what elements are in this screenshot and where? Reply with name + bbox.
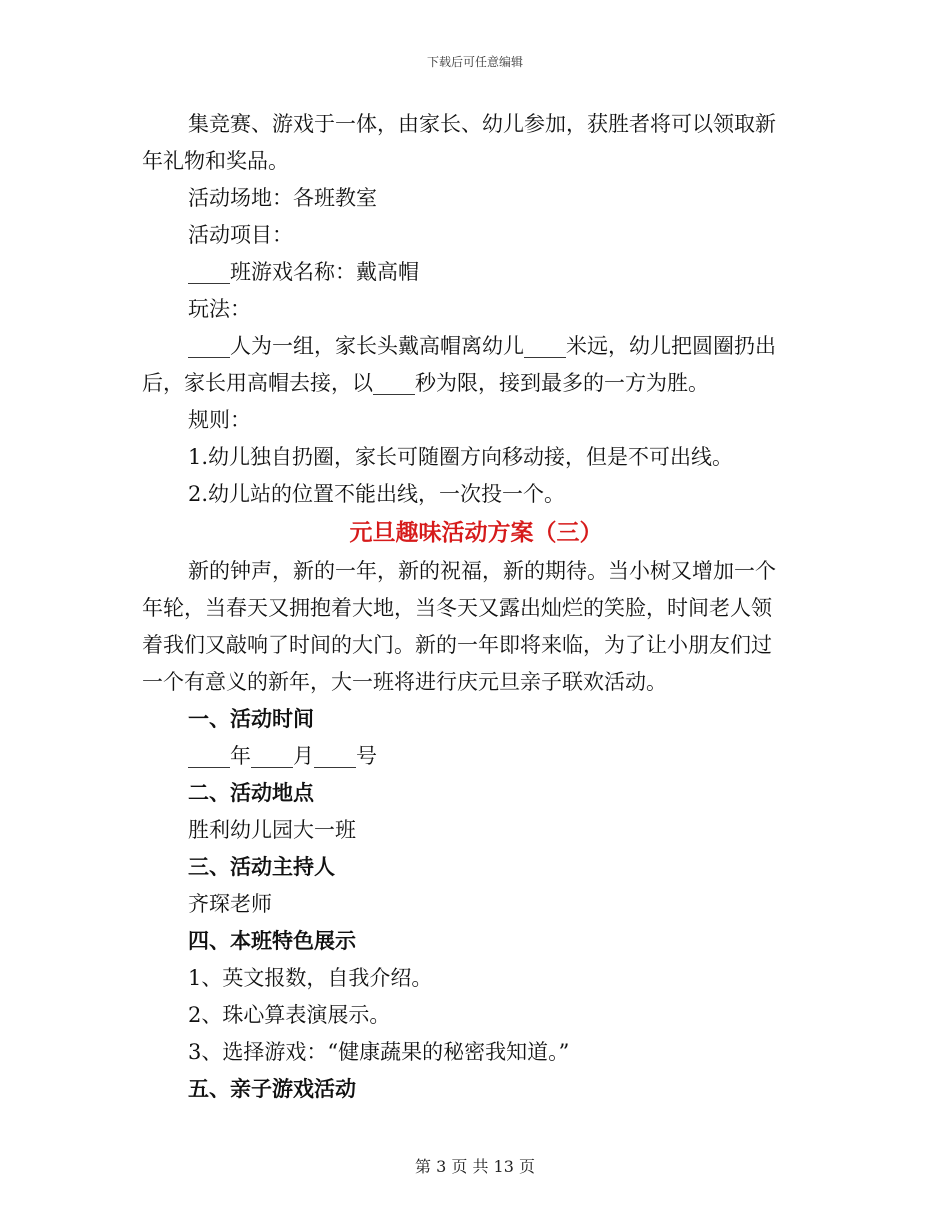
paragraph-line: ____年____月____号 [188, 744, 377, 768]
paragraph-line: 后，家长用高帽去接，以____秒为限，接到最多的一方为胜。 [142, 371, 709, 395]
paragraph-line: 活动项目： [188, 223, 293, 247]
document-body [142, 106, 810, 1108]
section-heading: 二、活动地点 [188, 781, 314, 805]
paragraph-line: 活动场地：各班教室 [188, 186, 377, 210]
list-item: 1、英文报数，自我介绍。 [188, 966, 433, 990]
paragraph-line: 集竞赛、游戏于一体，由家长、幼儿参加，获胜者将可以领取新 [188, 112, 776, 136]
paragraph-line: 玩法： [188, 297, 251, 321]
paragraph-line: 齐琛老师 [188, 892, 272, 916]
page-number: 第 3 页 共 13 页 [415, 1157, 535, 1176]
section-heading: 四、本班特色展示 [188, 929, 356, 953]
list-item: 1.幼儿独自扔圈，家长可随圈方向移动接，但是不可出线。 [188, 445, 734, 469]
paragraph-line: 新的钟声，新的一年，新的祝福，新的期待。当小树又增加一个 [188, 559, 776, 583]
paragraph-line: ____人为一组，家长头戴高帽离幼儿____米远，幼儿把圆圈扔出 [188, 334, 776, 358]
paragraph-line: ____班游戏名称：戴高帽 [188, 260, 419, 284]
paragraph-line: 着我们又敲响了时间的大门。新的一年即将来临，为了让小朋友们过 [142, 633, 772, 657]
header-note: 下载后可任意编辑 [426, 55, 523, 69]
list-item: 2、珠心算表演展示。 [188, 1003, 391, 1027]
paragraph-line: 胜利幼儿园大一班 [188, 818, 356, 842]
paragraph-line: 规则： [188, 408, 251, 432]
section-heading: 五、亲子游戏活动 [188, 1077, 356, 1101]
paragraph-line: 年轮，当春天又拥抱着大地，当冬天又露出灿烂的笑脸，时间老人领 [142, 596, 772, 620]
section-heading: 一、活动时间 [188, 707, 314, 731]
list-item: 3、选择游戏：“健康蔬果的秘密我知道。” [188, 1040, 570, 1064]
section-heading: 三、活动主持人 [188, 855, 335, 879]
list-item: 2.幼儿站的位置不能出线，一次投一个。 [188, 482, 566, 506]
paragraph-line: 一个有意义的新年，大一班将进行庆元旦亲子联欢活动。 [142, 670, 667, 694]
paragraph-line: 年礼物和奖品。 [142, 149, 289, 173]
section-title: 元旦趣味活动方案（三） [349, 520, 603, 546]
